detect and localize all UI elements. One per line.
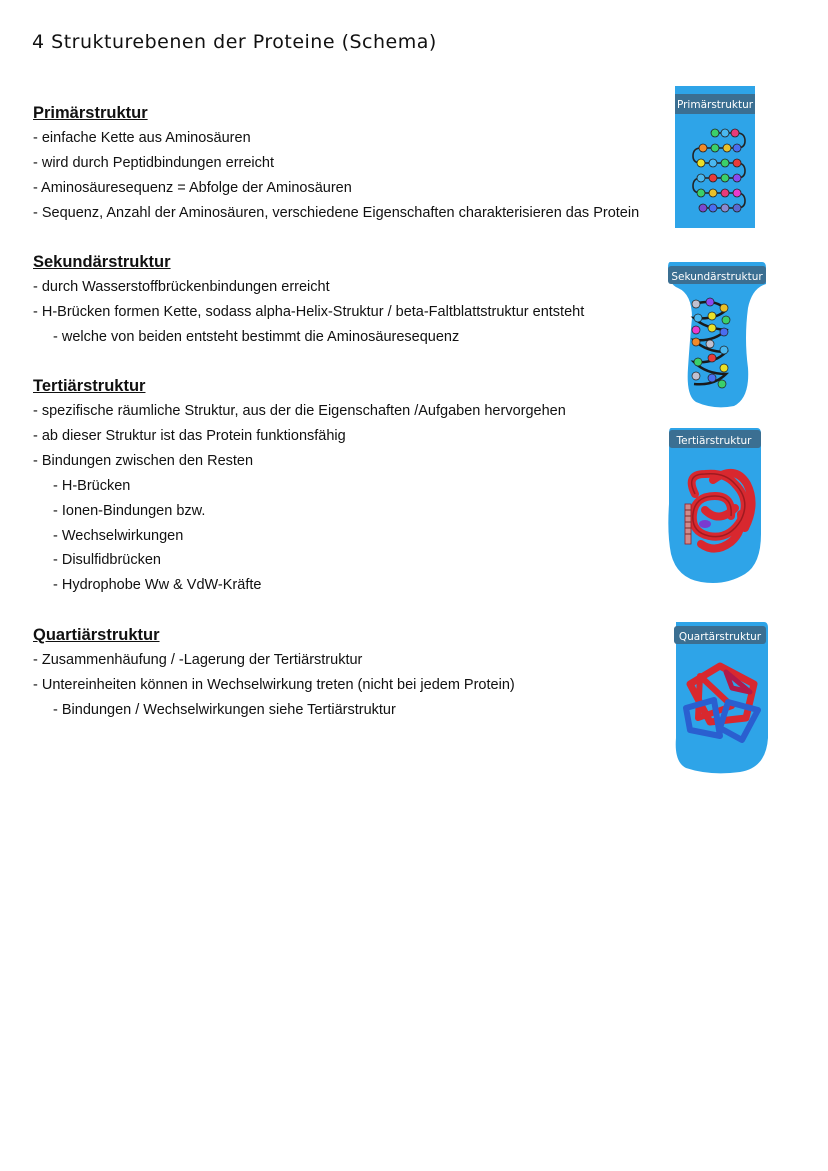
bullet-line: - Aminosäuresequenz = Abfolge der Aminosäuren <box>33 179 352 196</box>
folded-protein-icon <box>665 424 763 586</box>
section-lines <box>33 275 584 350</box>
bullet-line: - Untereinheiten können in Wechselwirkung treten (nicht bei jedem Protein) <box>33 676 515 693</box>
amino-acid-chain-icon <box>675 86 755 228</box>
alpha-helix-icon <box>664 258 768 410</box>
bullet-line: - welche von beiden entsteht bestimmt die Aminosäuresequenz <box>53 328 460 345</box>
section-quaternary <box>33 623 515 723</box>
illustration-label: Primärstruktur <box>676 99 754 111</box>
bullet-line: - Wechselwirkungen <box>53 527 184 544</box>
bullet-line: - Hydrophobe Ww & VdW-Kräfte <box>53 577 262 594</box>
section-lines <box>33 399 566 598</box>
illustration-secondary <box>664 258 768 410</box>
illustration-label: Quartärstruktur <box>678 631 762 643</box>
bullet-line: - Bindungen / Wechselwirkungen siehe Tertiärstruktur <box>53 701 396 718</box>
bullet-line: - wird durch Peptidbindungen erreicht <box>33 154 274 171</box>
section-tertiary <box>33 374 566 598</box>
section-lines <box>33 648 515 723</box>
bullet-line: - Bindungen zwischen den Resten <box>33 452 254 469</box>
bullet-line: - H-Brücken <box>53 477 131 494</box>
illustration-label: Tertiärstruktur <box>676 435 752 447</box>
bullet-line: - spezifische räumliche Struktur, aus der die Eigenschaften /Aufgaben hervorgehen <box>33 403 566 419</box>
bullet-line: - ab dieser Struktur ist das Protein funktionsfähig <box>33 427 346 444</box>
bullet-line: - Disulfidbrücken <box>53 552 161 569</box>
page-title: 4 Strukturebenen der Proteine (Schema) <box>32 31 437 53</box>
bullet-line: - Zusammenhäufung / -Lagerung der Tertiärstruktur <box>33 652 363 668</box>
section-heading: Quartiärstruktur <box>33 626 160 644</box>
section-heading: Tertiärstruktur <box>33 377 146 395</box>
bullet-line: - H-Brücken formen Kette, sodass alpha-Helix-Struktur / beta-Faltblattstruktur entsteht <box>33 303 585 320</box>
protein-complex-icon <box>670 618 770 776</box>
illustration-label: Sekundärstruktur <box>671 271 763 283</box>
bullet-line: - einfache Kette aus Aminosäuren <box>33 130 251 146</box>
section-secondary <box>33 250 584 350</box>
illustration-tertiary <box>665 424 763 586</box>
illustration-primary <box>675 86 755 228</box>
section-primary <box>33 101 639 226</box>
bullet-line: - Ionen-Bindungen bzw. <box>53 502 206 519</box>
section-heading: Primärstruktur <box>33 104 148 122</box>
bullet-line: - Sequenz, Anzahl der Aminosäuren, verschiedene Eigenschaften charakterisieren das Protein <box>33 204 640 221</box>
section-heading: Sekundärstruktur <box>33 253 171 271</box>
illustration-quaternary <box>670 618 770 776</box>
bullet-line: - durch Wasserstoffbrückenbindungen erreicht <box>33 279 330 295</box>
section-lines <box>33 126 639 226</box>
